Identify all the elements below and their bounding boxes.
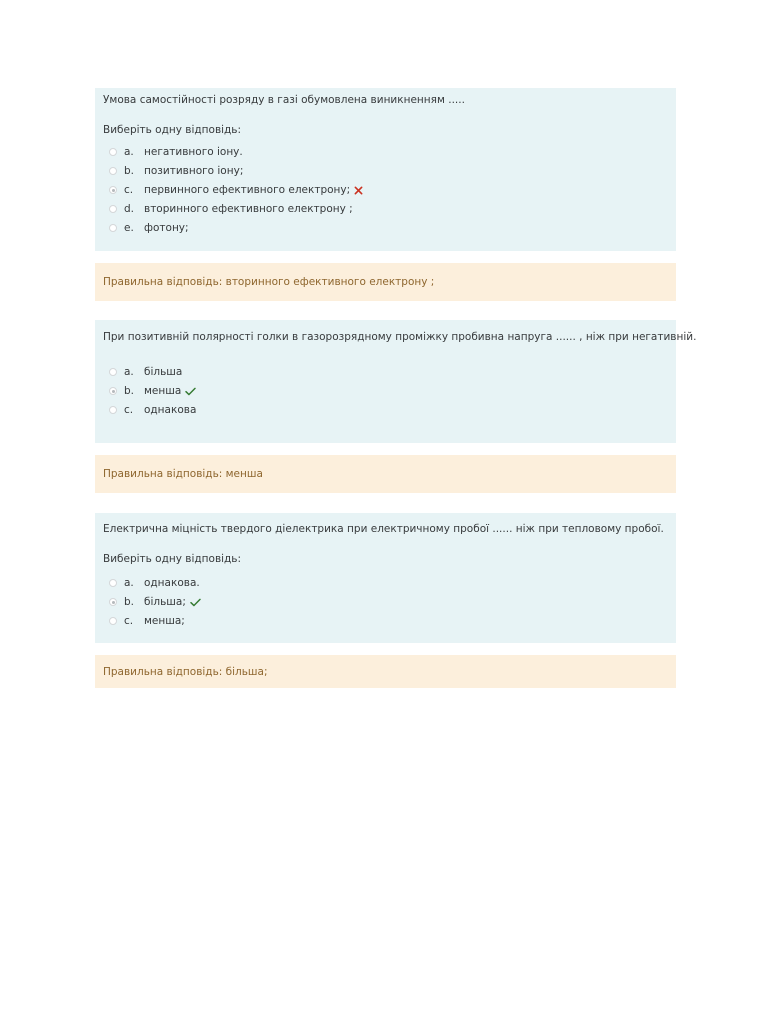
answer-label: позитивного іону; — [144, 165, 244, 177]
answer-option[interactable] — [109, 144, 243, 160]
radio-button[interactable] — [109, 205, 117, 213]
answer-letter: a. — [124, 146, 134, 158]
answer-letter: e. — [124, 222, 134, 234]
answer-option[interactable] — [109, 383, 196, 399]
question-text: Електрична міцність твердого діелектрика при електричному пробої ...... ніж при тепловому пробої. — [103, 523, 664, 535]
answer-option[interactable] — [109, 220, 189, 236]
radio-button[interactable] — [109, 368, 117, 376]
answer-letter: b. — [124, 596, 135, 608]
answer-letter: a. — [124, 577, 134, 589]
answer-label: первинного ефективного електрону; — [144, 184, 351, 196]
answer-label: фотону; — [144, 222, 189, 234]
check-icon — [190, 598, 201, 607]
radio-button[interactable] — [109, 224, 117, 232]
answer-option[interactable] — [109, 182, 363, 198]
correct-answer-feedback — [95, 455, 676, 493]
cross-icon — [354, 186, 363, 195]
answer-option[interactable] — [109, 402, 196, 418]
radio-button[interactable] — [109, 148, 117, 156]
answer-letter: c. — [124, 184, 134, 196]
question-text: Умова самостійності розряду в газі обумовлена виникненням ..... — [103, 94, 465, 106]
radio-button-selected[interactable] — [109, 387, 117, 395]
answer-letter: a. — [124, 366, 134, 378]
check-icon — [185, 387, 196, 396]
answer-label: однакова — [144, 404, 197, 416]
feedback-text: Правильна відповідь: вторинного ефективного електрону ; — [103, 276, 435, 288]
radio-button[interactable] — [109, 406, 117, 414]
correct-answer-feedback — [95, 263, 676, 301]
answer-option[interactable] — [109, 594, 201, 610]
answer-letter: c. — [124, 615, 134, 627]
question-text: При позитивній полярності голки в газорозрядному проміжку пробивна напруга ...... , ніж при негативній. — [103, 331, 697, 343]
answer-label: однакова. — [144, 577, 200, 589]
feedback-text: Правильна відповідь: менша — [103, 468, 263, 480]
answer-letter: b. — [124, 165, 135, 177]
answer-label: вторинного ефективного електрону ; — [144, 203, 353, 215]
answer-prompt: Виберіть одну відповідь: — [103, 124, 242, 136]
answer-label: менша; — [144, 615, 185, 627]
answer-letter: c. — [124, 404, 134, 416]
answer-prompt: Виберіть одну відповідь: — [103, 553, 242, 565]
question-2 — [95, 320, 697, 443]
radio-button[interactable] — [109, 579, 117, 587]
correct-answer-feedback — [95, 655, 676, 688]
answer-letter: b. — [124, 385, 135, 397]
answer-letter: d. — [124, 203, 135, 215]
answer-option[interactable] — [109, 364, 182, 380]
radio-button[interactable] — [109, 617, 117, 625]
radio-button-selected[interactable] — [109, 598, 117, 606]
answer-option[interactable] — [109, 613, 185, 629]
answer-option[interactable] — [109, 201, 353, 217]
answer-option[interactable] — [109, 575, 200, 591]
answer-option[interactable] — [109, 163, 243, 179]
answer-label: більша; — [144, 596, 186, 608]
question-3 — [95, 513, 676, 643]
answer-label: більша — [144, 366, 183, 378]
question-1 — [95, 88, 676, 251]
radio-button-selected[interactable] — [109, 186, 117, 194]
feedback-text: Правильна відповідь: більша; — [103, 665, 268, 678]
radio-button[interactable] — [109, 167, 117, 175]
answer-label: менша — [144, 385, 182, 397]
answer-label: негативного іону. — [144, 146, 243, 158]
